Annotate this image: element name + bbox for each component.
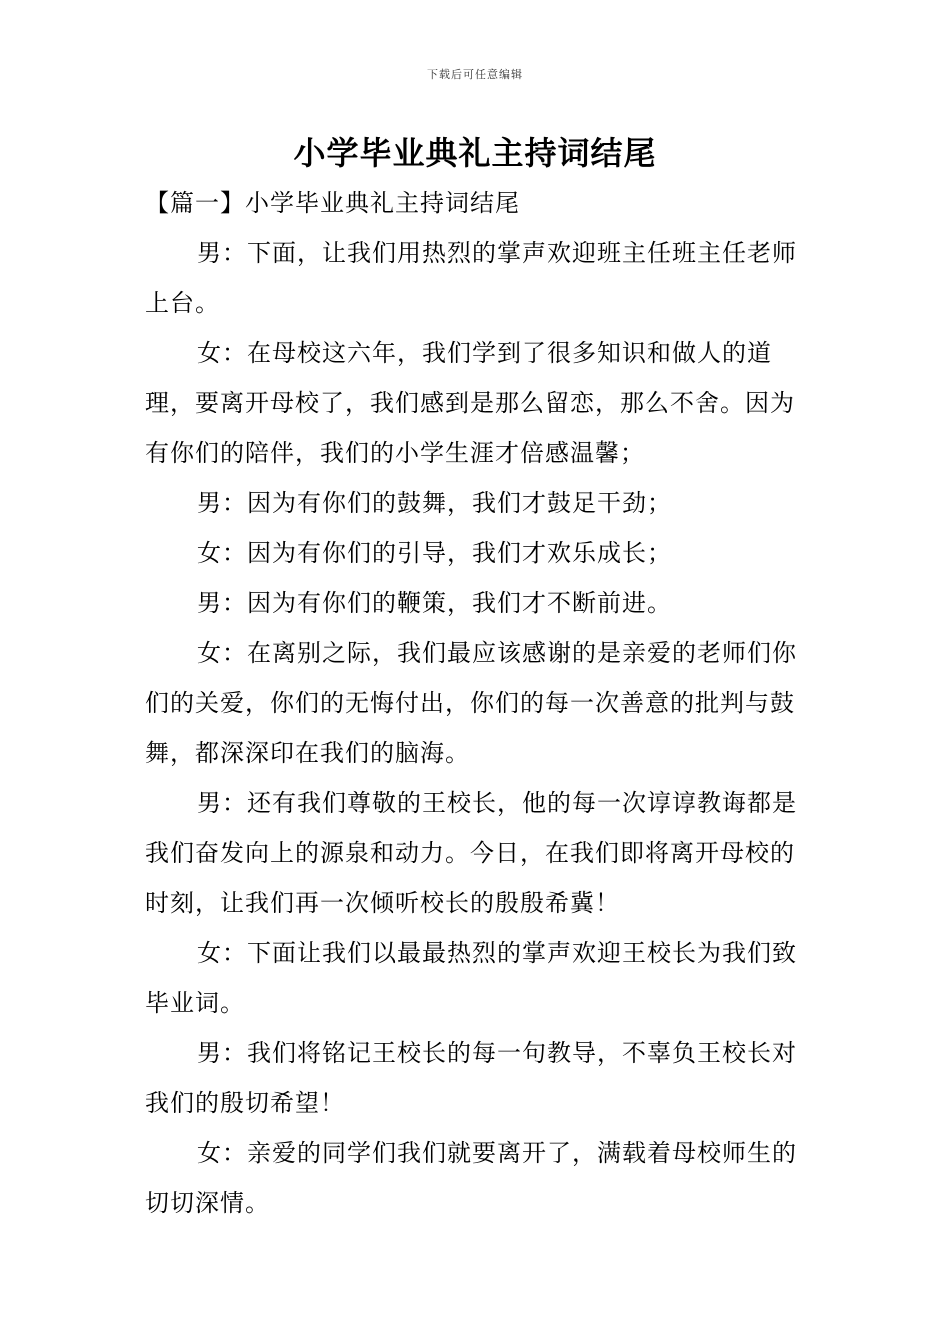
- document-body: [145, 178, 810, 1228]
- paragraph: 男：下面，让我们用热烈的掌声欢迎班主任班主任老师上台。: [145, 239, 797, 317]
- paragraph: 女：在母校这六年，我们学到了很多知识和做人的道理，要离开母校了，我们感到是那么留恋，那么不舍。因为有你们的陪伴，我们的小学生涯才倍感温馨；: [145, 339, 795, 467]
- paragraph: 女：亲爱的同学们我们就要离开了，满载着母校师生的切切深情。: [145, 1139, 797, 1217]
- paragraph: 女：因为有你们的引导，我们才欢乐成长；: [197, 539, 672, 567]
- section-heading: 【篇一】小学毕业典礼主持词结尾: [145, 189, 520, 217]
- paragraph: 男：我们将铭记王校长的每一句教导，不辜负王校长对我们的殷切希望！: [145, 1039, 797, 1117]
- paragraph: 男：因为有你们的鼓舞，我们才鼓足干劲；: [197, 489, 672, 517]
- paragraph: 男：还有我们尊敬的王校长，他的每一次谆谆教诲都是我们奋发向上的源泉和动力。今日，在我们即将离开母校的时刻，让我们再一次倾听校长的殷殷希冀！: [145, 789, 797, 917]
- header-note: 下载后可任意编辑: [427, 68, 523, 81]
- page-title: 小学毕业典礼主持词结尾: [293, 134, 657, 172]
- paragraph: 男：因为有你们的鞭策，我们才不断前进。: [197, 589, 672, 617]
- paragraph: 女：下面让我们以最最热烈的掌声欢迎王校长为我们致毕业词。: [145, 939, 797, 1017]
- paragraph: 女：在离别之际，我们最应该感谢的是亲爱的老师们你们的关爱，你们的无悔付出，你们的每一次善意的批判与鼓舞，都深深印在我们的脑海。: [145, 639, 797, 767]
